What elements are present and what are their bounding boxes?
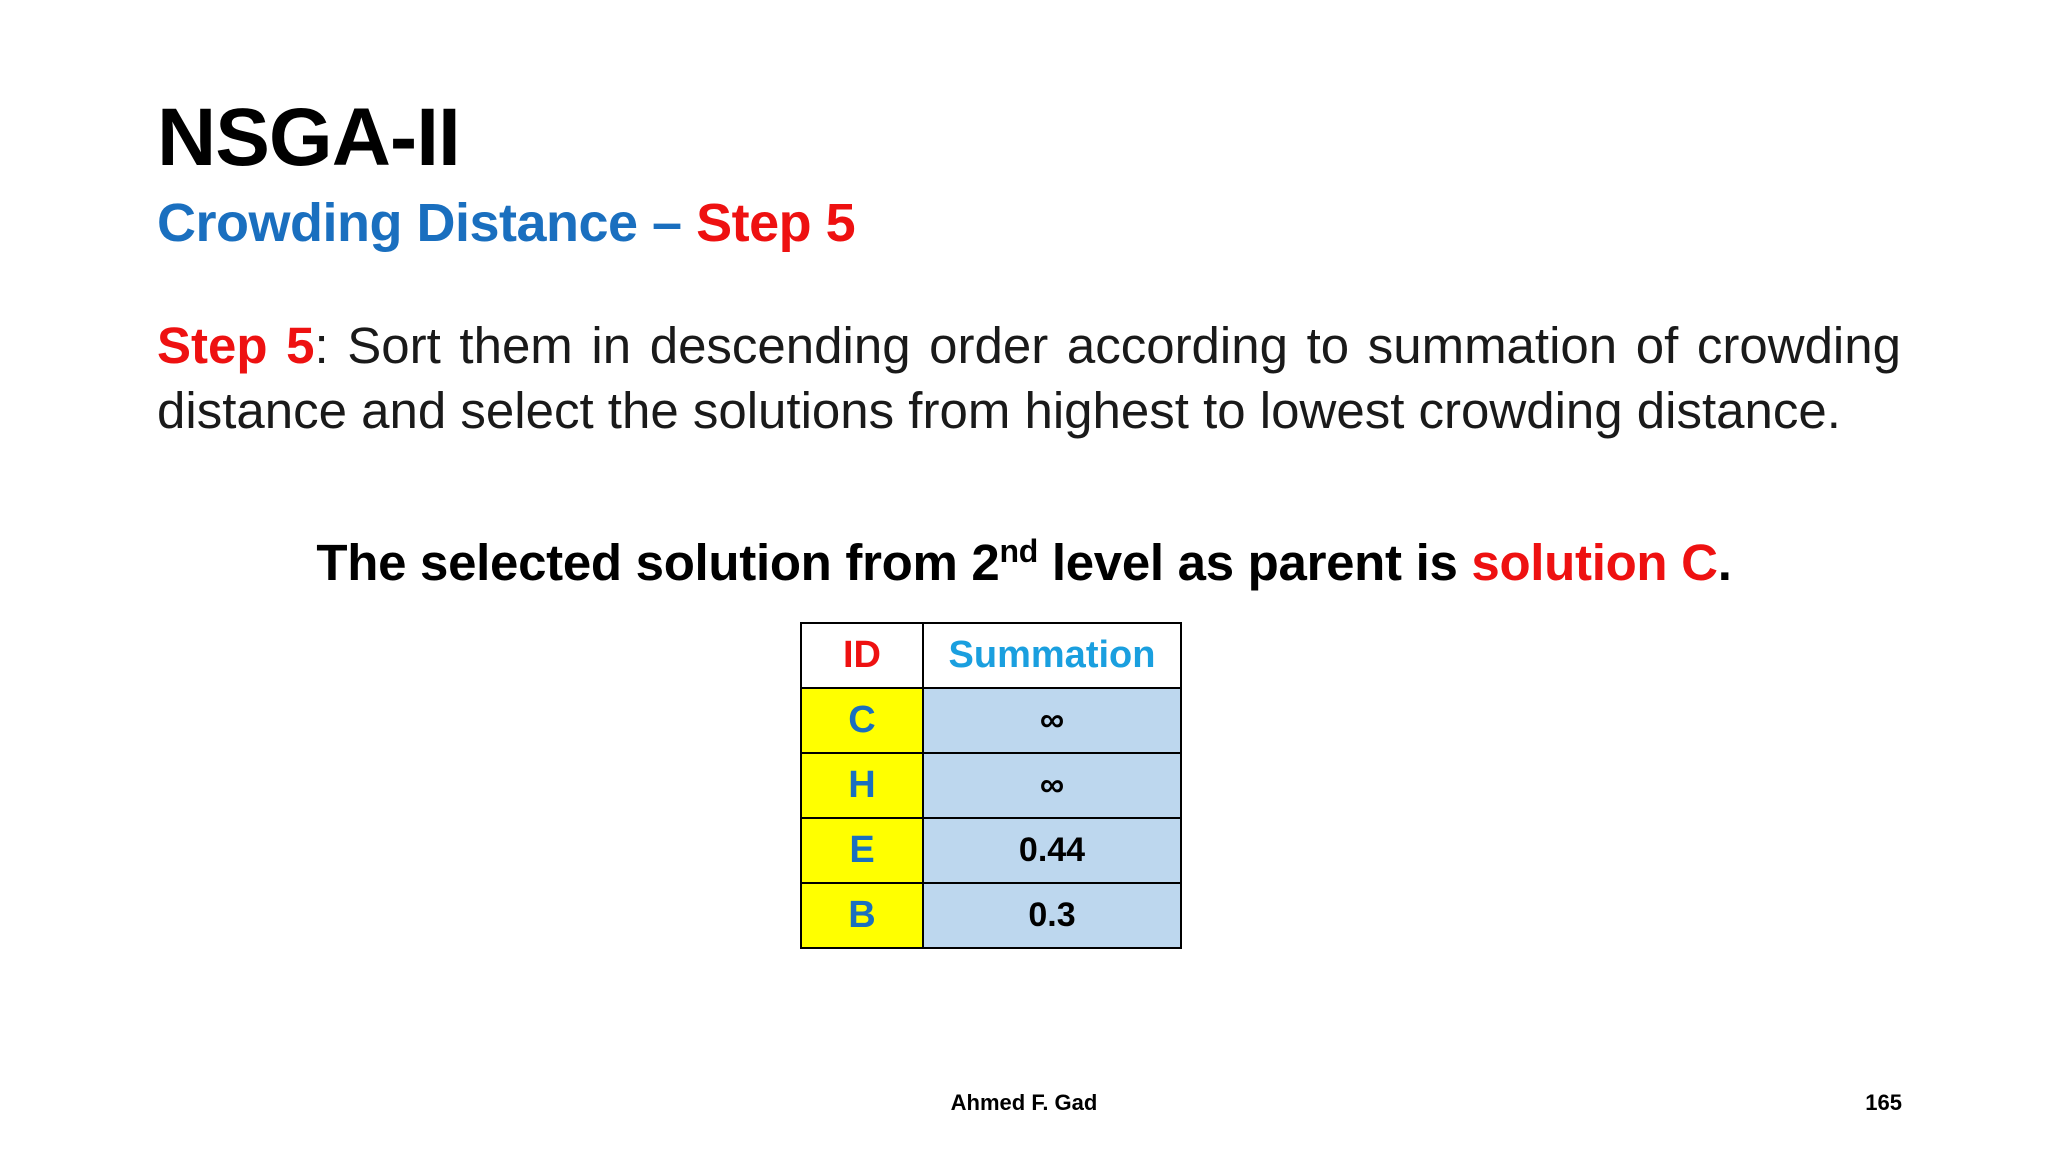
header-id: ID [801,623,923,688]
row-id-cell: B [801,883,923,948]
statement-middle: level as parent is [1037,534,1472,591]
row-summation-cell: ∞ [923,753,1181,818]
crowding-distance-table [800,622,1182,949]
slide-title: NSGA-II [157,92,460,183]
selected-solution-statement [0,528,2048,598]
row-summation-cell: 0.44 [923,818,1181,883]
step-label: Step 5 [157,317,315,374]
row-summation-cell: 0.3 [923,883,1181,948]
slide-subtitle [157,188,855,258]
row-id-cell: C [801,688,923,753]
statement-answer: solution C [1471,534,1718,591]
statement-suffix: . [1717,534,1732,591]
row-summation-cell: ∞ [923,688,1181,753]
footer-author: Ahmed F. Gad [950,1090,1098,1115]
statement-superscript: nd [999,533,1038,569]
subtitle-topic: Crowding Distance – [157,193,697,253]
page-number: 165 [1865,1090,1902,1115]
step-description [157,313,1901,443]
row-id-cell: H [801,753,923,818]
header-summation: Summation [923,623,1181,688]
table-row [801,753,1181,818]
table-row [801,818,1181,883]
subtitle-step: Step 5 [696,193,856,253]
statement-prefix: The selected solution from 2 [316,534,1000,591]
table-row [801,688,1181,753]
table-header-row [801,623,1181,688]
step-text: : Sort them in descending order according to summation of crowding distance and select the solutions from highest to lowest crowding distance. [157,317,1901,439]
row-id-cell: E [801,818,923,883]
table-row [801,883,1181,948]
